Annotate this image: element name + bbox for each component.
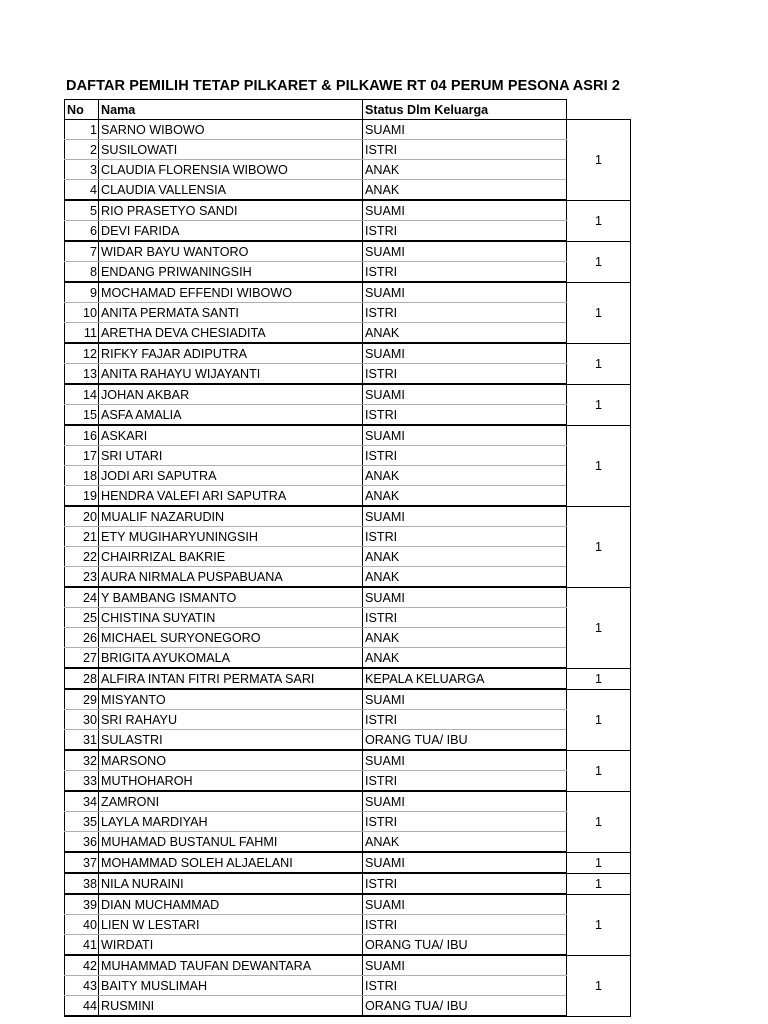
row-number: 11: [65, 323, 99, 344]
table-row: [65, 303, 631, 323]
voter-name: MUTHOHAROH: [99, 771, 363, 792]
table-row: [65, 405, 631, 426]
family-status: SUAMI: [363, 587, 567, 608]
family-status: SUAMI: [363, 425, 567, 446]
family-status: KEPALA KELUARGA: [363, 668, 567, 689]
voter-name: CLAUDIA VALLENSIA: [99, 180, 363, 201]
family-count: 1: [567, 200, 631, 241]
voter-name: SRI RAHAYU: [99, 710, 363, 730]
row-number: 19: [65, 486, 99, 507]
family-status: ISTRI: [363, 405, 567, 426]
table-row: [65, 873, 631, 894]
voter-name: MUHAMAD BUSTANUL FAHMI: [99, 832, 363, 853]
voter-name: MOHAMMAD SOLEH ALJAELANI: [99, 852, 363, 873]
family-status: SUAMI: [363, 343, 567, 364]
table-row: [65, 364, 631, 385]
row-number: 33: [65, 771, 99, 792]
voter-name: HENDRA VALEFI ARI SAPUTRA: [99, 486, 363, 507]
row-number: 39: [65, 894, 99, 915]
row-number: 20: [65, 506, 99, 527]
family-status: ANAK: [363, 547, 567, 567]
voter-name: CLAUDIA FLORENSIA WIBOWO: [99, 160, 363, 180]
voter-name: RUSMINI: [99, 996, 363, 1017]
row-number: 8: [65, 262, 99, 283]
family-status: SUAMI: [363, 750, 567, 771]
family-status: ANAK: [363, 486, 567, 507]
family-status: ANAK: [363, 832, 567, 853]
table-row: [65, 200, 631, 221]
table-row: [65, 241, 631, 262]
row-number: 29: [65, 689, 99, 710]
row-number: 4: [65, 180, 99, 201]
row-number: 6: [65, 221, 99, 242]
column-header-status: Status Dlm Keluarga: [363, 100, 567, 120]
family-status: SUAMI: [363, 689, 567, 710]
row-number: 37: [65, 852, 99, 873]
table-row: [65, 343, 631, 364]
family-status: ORANG TUA/ IBU: [363, 996, 567, 1017]
family-status: ISTRI: [363, 262, 567, 283]
family-status: ANAK: [363, 648, 567, 669]
voter-name: ZAMRONI: [99, 791, 363, 812]
row-number: 35: [65, 812, 99, 832]
voter-name: ETY MUGIHARYUNINGSIH: [99, 527, 363, 547]
row-number: 22: [65, 547, 99, 567]
voter-name: JODI ARI SAPUTRA: [99, 466, 363, 486]
row-number: 2: [65, 140, 99, 160]
voter-name: JOHAN AKBAR: [99, 384, 363, 405]
voter-name: CHAIRRIZAL BAKRIE: [99, 547, 363, 567]
family-status: ORANG TUA/ IBU: [363, 935, 567, 956]
row-number: 15: [65, 405, 99, 426]
family-status: SUAMI: [363, 506, 567, 527]
voter-name: RIO PRASETYO SANDI: [99, 200, 363, 221]
row-number: 34: [65, 791, 99, 812]
table-row: [65, 996, 631, 1017]
table-row: [65, 935, 631, 956]
table-row: [65, 160, 631, 180]
voter-name: DEVI FARIDA: [99, 221, 363, 242]
row-number: 13: [65, 364, 99, 385]
row-number: 5: [65, 200, 99, 221]
voter-name: MARSONO: [99, 750, 363, 771]
table-row: [65, 527, 631, 547]
table-row: [65, 668, 631, 689]
family-status: SUAMI: [363, 241, 567, 262]
table-row: [65, 140, 631, 160]
family-status: ANAK: [363, 628, 567, 648]
family-status: ISTRI: [363, 873, 567, 894]
family-status: ISTRI: [363, 303, 567, 323]
table-row: [65, 689, 631, 710]
voter-name: SARNO WIBOWO: [99, 120, 363, 140]
family-count: 1: [567, 873, 631, 894]
family-status: ANAK: [363, 466, 567, 486]
voter-name: MICHAEL SURYONEGORO: [99, 628, 363, 648]
row-number: 32: [65, 750, 99, 771]
voter-name: DIAN MUCHAMMAD: [99, 894, 363, 915]
table-row: [65, 915, 631, 935]
table-row: [65, 262, 631, 283]
voter-name: MISYANTO: [99, 689, 363, 710]
row-number: 14: [65, 384, 99, 405]
column-header-nama: Nama: [99, 100, 363, 120]
family-count: 1: [567, 587, 631, 668]
voter-name: CHISTINA SUYATIN: [99, 608, 363, 628]
row-number: 30: [65, 710, 99, 730]
row-number: 17: [65, 446, 99, 466]
table-row: [65, 547, 631, 567]
table-row: [65, 648, 631, 669]
table-row: [65, 486, 631, 507]
table-row: [65, 282, 631, 303]
row-number: 16: [65, 425, 99, 446]
voter-name: BRIGITA AYUKOMALA: [99, 648, 363, 669]
row-number: 44: [65, 996, 99, 1017]
voter-name: NILA NURAINI: [99, 873, 363, 894]
row-number: 21: [65, 527, 99, 547]
family-status: ISTRI: [363, 710, 567, 730]
family-count: 1: [567, 343, 631, 384]
family-status: ISTRI: [363, 915, 567, 935]
voter-name: ARETHA DEVA CHESIADITA: [99, 323, 363, 344]
voter-name: ASFA AMALIA: [99, 405, 363, 426]
voter-name: LIEN W LESTARI: [99, 915, 363, 935]
family-status: ISTRI: [363, 771, 567, 792]
family-count: 1: [567, 955, 631, 1016]
table-row: [65, 587, 631, 608]
table-row: [65, 446, 631, 466]
voter-name: MUALIF NAZARUDIN: [99, 506, 363, 527]
table-row: [65, 976, 631, 996]
voter-name: AURA NIRMALA PUSPABUANA: [99, 567, 363, 588]
row-number: 43: [65, 976, 99, 996]
family-count: 1: [567, 668, 631, 689]
row-number: 1: [65, 120, 99, 140]
row-number: 42: [65, 955, 99, 976]
family-status: ISTRI: [363, 140, 567, 160]
family-count: 1: [567, 852, 631, 873]
voter-name: WIDAR BAYU WANTORO: [99, 241, 363, 262]
family-count: 1: [567, 425, 631, 506]
table-row: [65, 608, 631, 628]
table-row: [65, 955, 631, 976]
family-status: ANAK: [363, 180, 567, 201]
row-number: 23: [65, 567, 99, 588]
family-status: ISTRI: [363, 527, 567, 547]
family-status: ISTRI: [363, 976, 567, 996]
voter-name: ASKARI: [99, 425, 363, 446]
family-status: SUAMI: [363, 955, 567, 976]
table-row: [65, 894, 631, 915]
row-number: 31: [65, 730, 99, 751]
row-number: 3: [65, 160, 99, 180]
table-row: [65, 771, 631, 792]
table-row: [65, 812, 631, 832]
row-number: 38: [65, 873, 99, 894]
voter-name: SUSILOWATI: [99, 140, 363, 160]
table-row: [65, 567, 631, 588]
family-status: ANAK: [363, 567, 567, 588]
table-row: [65, 221, 631, 242]
family-count: 1: [567, 750, 631, 791]
table-row: [65, 710, 631, 730]
table-row: [65, 466, 631, 486]
family-status: ISTRI: [363, 812, 567, 832]
family-count: 1: [567, 241, 631, 282]
document-title: DAFTAR PEMILIH TETAP PILKARET & PILKAWE RT 04 PERUM PESONA ASRI 2: [66, 78, 621, 94]
row-number: 12: [65, 343, 99, 364]
column-header-no: No: [65, 100, 99, 120]
family-count: 1: [567, 384, 631, 425]
family-status: ISTRI: [363, 364, 567, 385]
voter-name: SRI UTARI: [99, 446, 363, 466]
voter-name: SULASTRI: [99, 730, 363, 751]
family-status: SUAMI: [363, 791, 567, 812]
row-number: 10: [65, 303, 99, 323]
family-count: 1: [567, 894, 631, 955]
family-status: SUAMI: [363, 120, 567, 140]
voter-name: BAITY MUSLIMAH: [99, 976, 363, 996]
family-count: 1: [567, 791, 631, 852]
family-count: 1: [567, 120, 631, 201]
voter-name: ALFIRA INTAN FITRI PERMATA SARI: [99, 668, 363, 689]
table-row: [65, 506, 631, 527]
voter-name: Y BAMBANG ISMANTO: [99, 587, 363, 608]
table-row: [65, 791, 631, 812]
family-status: SUAMI: [363, 894, 567, 915]
row-number: 25: [65, 608, 99, 628]
column-header-blank: [567, 100, 631, 120]
voter-name: MUHAMMAD TAUFAN DEWANTARA: [99, 955, 363, 976]
voter-name: LAYLA MARDIYAH: [99, 812, 363, 832]
row-number: 18: [65, 466, 99, 486]
row-number: 26: [65, 628, 99, 648]
row-number: 24: [65, 587, 99, 608]
family-status: SUAMI: [363, 384, 567, 405]
family-status: ISTRI: [363, 221, 567, 242]
table-row: [65, 180, 631, 201]
voter-name: ANITA PERMATA SANTI: [99, 303, 363, 323]
family-count: 1: [567, 282, 631, 343]
table-row: [65, 425, 631, 446]
row-number: 41: [65, 935, 99, 956]
family-status: ANAK: [363, 160, 567, 180]
row-number: 27: [65, 648, 99, 669]
table-row: [65, 832, 631, 853]
voter-name: MOCHAMAD EFFENDI WIBOWO: [99, 282, 363, 303]
voter-name: WIRDATI: [99, 935, 363, 956]
row-number: 28: [65, 668, 99, 689]
family-status: SUAMI: [363, 852, 567, 873]
table-row: [65, 120, 631, 140]
table-row: [65, 384, 631, 405]
table-row: [65, 323, 631, 344]
family-status: ANAK: [363, 323, 567, 344]
voter-name: ENDANG PRIWANINGSIH: [99, 262, 363, 283]
voter-name: ANITA RAHAYU WIJAYANTI: [99, 364, 363, 385]
table-row: [65, 750, 631, 771]
voter-table: [64, 99, 631, 1017]
family-status: ORANG TUA/ IBU: [363, 730, 567, 751]
row-number: 40: [65, 915, 99, 935]
family-count: 1: [567, 506, 631, 587]
family-status: SUAMI: [363, 200, 567, 221]
row-number: 9: [65, 282, 99, 303]
family-status: ISTRI: [363, 446, 567, 466]
family-count: 1: [567, 689, 631, 750]
family-status: ISTRI: [363, 608, 567, 628]
table-row: [65, 852, 631, 873]
table-header-row: [65, 100, 631, 120]
row-number: 36: [65, 832, 99, 853]
table-row: [65, 730, 631, 751]
voter-name: RIFKY FAJAR ADIPUTRA: [99, 343, 363, 364]
table-row: [65, 628, 631, 648]
row-number: 7: [65, 241, 99, 262]
family-status: SUAMI: [363, 282, 567, 303]
